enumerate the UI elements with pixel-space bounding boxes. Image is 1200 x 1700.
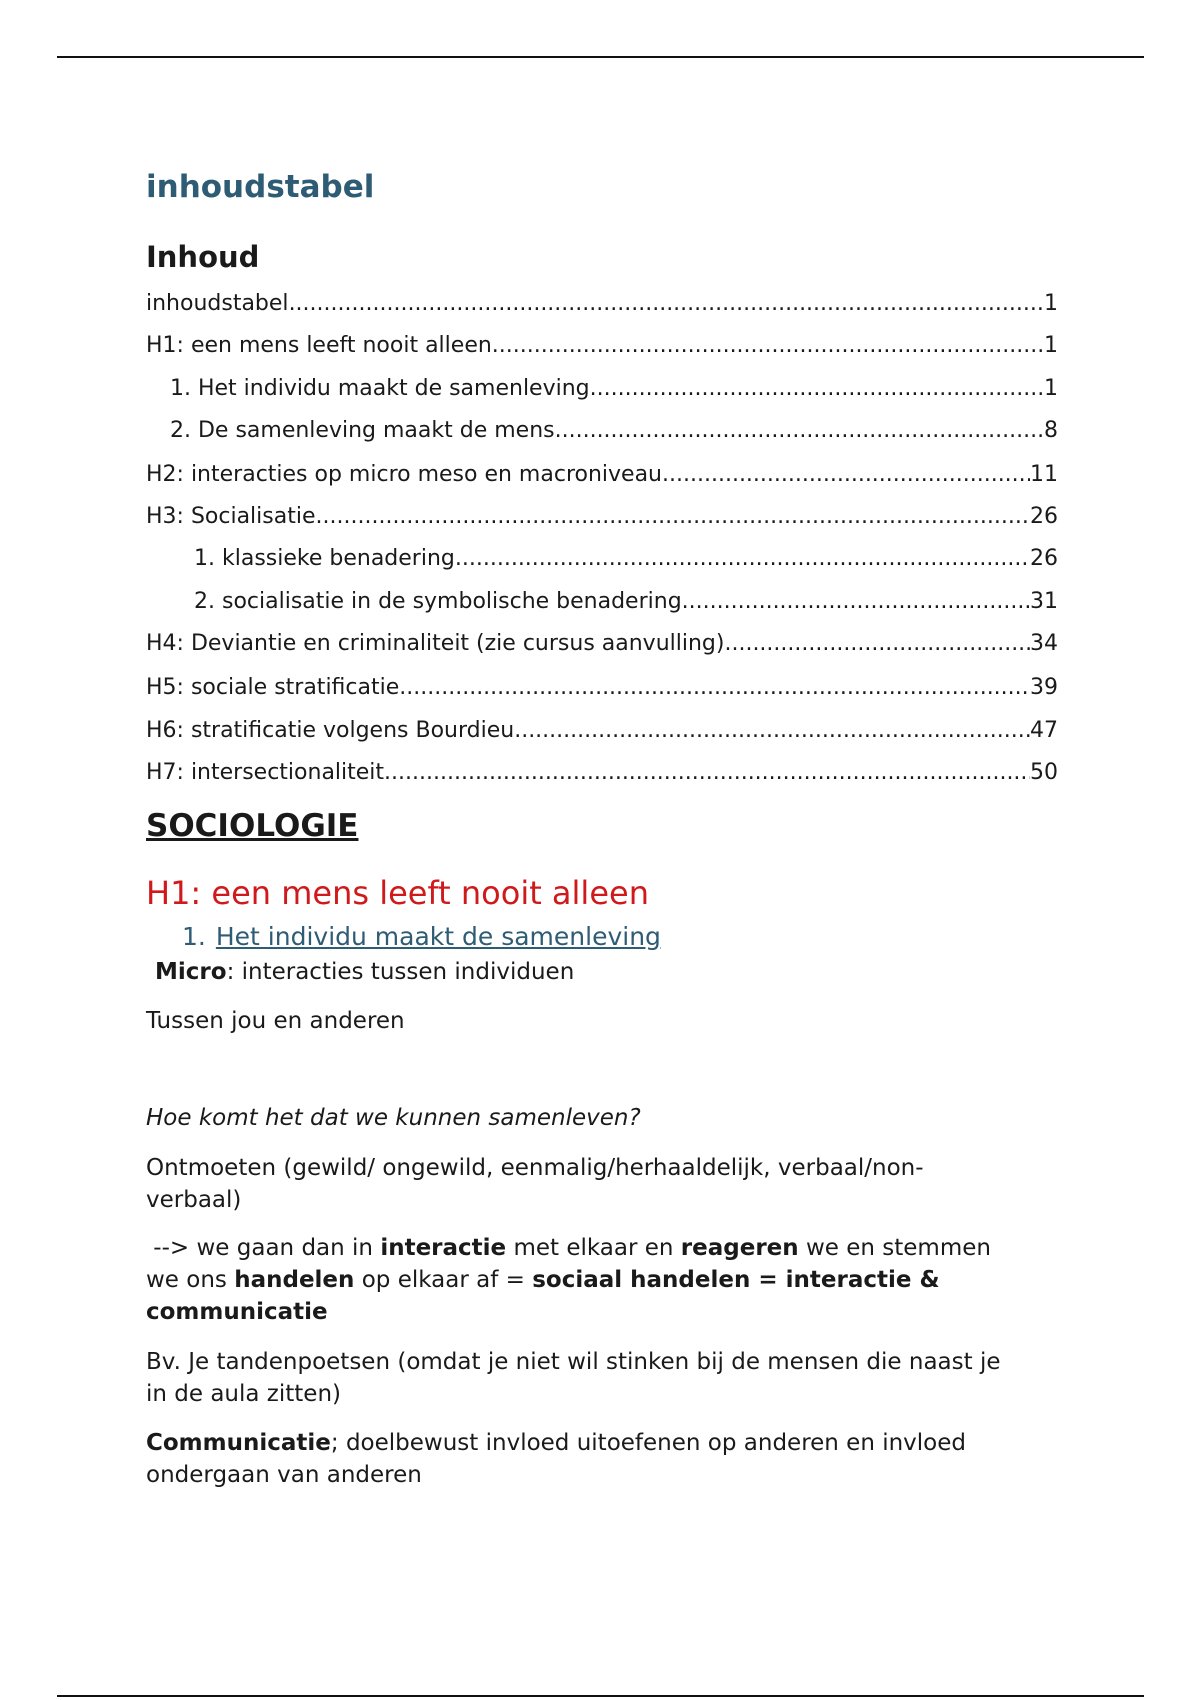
subject-title: SOCIOLOGIE (146, 808, 359, 844)
document-body (146, 165, 1058, 1488)
toc-entry[interactable]: H2: interacties op micro meso en macroniveau ..... 11 (146, 460, 1058, 490)
toc-entry[interactable]: H5: sociale stratificatie ..... 39 (146, 673, 1058, 703)
top-rule (57, 56, 1144, 58)
toc-entry[interactable]: 2. De samenleving maakt de mens ..... 8 (170, 416, 1058, 446)
example-paragraph: Bv. Je tandenpoetsen (omdat je niet wil stinken bij de mensen die naast je in de aula zitten) (146, 1349, 1001, 1407)
chapter-heading: H1: een mens leeft nooit alleen (146, 874, 649, 912)
toc-heading: inhoudstabel (146, 169, 375, 205)
section-number: 1. (182, 922, 206, 951)
section-heading (182, 920, 661, 954)
toc-entry[interactable]: H3: Socialisatie ..... 26 (146, 502, 1058, 532)
toc-entry[interactable]: inhoudstabel ..... 1 (146, 289, 1058, 319)
toc-entry[interactable]: H4: Deviantie en criminaliteit (zie cursus aanvulling) ..... 34 (146, 629, 1058, 659)
toc-entry[interactable]: 1. klassieke benadering ..... 26 (194, 544, 1058, 574)
tussen-paragraph: Tussen jou en anderen (146, 1008, 405, 1034)
toc-entry[interactable]: 1. Het individu maakt de samenleving ..... 1 (170, 374, 1058, 404)
section-title: Het individu maakt de samenleving (215, 922, 661, 951)
question-paragraph: Hoe komt het dat we kunnen samenleven? (146, 1105, 641, 1131)
toc-entry[interactable]: H7: intersectionaliteit ..... 50 (146, 758, 1058, 788)
bottom-rule (57, 1695, 1144, 1697)
inhoud-label: Inhoud (146, 240, 260, 274)
micro-paragraph: Micro: interacties tussen individuen (155, 959, 575, 985)
toc-entry[interactable]: H1: een mens leeft nooit alleen ..... 1 (146, 331, 1058, 361)
ontmoeten-paragraph: Ontmoeten (gewild/ ongewild, eenmalig/herhaaldelijk, verbaal/non- verbaal) (146, 1155, 924, 1213)
toc-entry[interactable]: 2. socialisatie in de symbolische benadering ..... 31 (194, 587, 1058, 617)
toc-entry[interactable]: H6: stratificatie volgens Bourdieu ..... 47 (146, 716, 1058, 746)
communicatie-paragraph: Communicatie; doelbewust invloed uitoefenen op anderen en invloed ondergaan van anderen (146, 1430, 967, 1488)
interactie-paragraph: --> we gaan dan in interactie met elkaar en reageren we en stemmen we ons handelen op elkaar af = sociaal handelen = interactie & communicatie (146, 1235, 991, 1325)
